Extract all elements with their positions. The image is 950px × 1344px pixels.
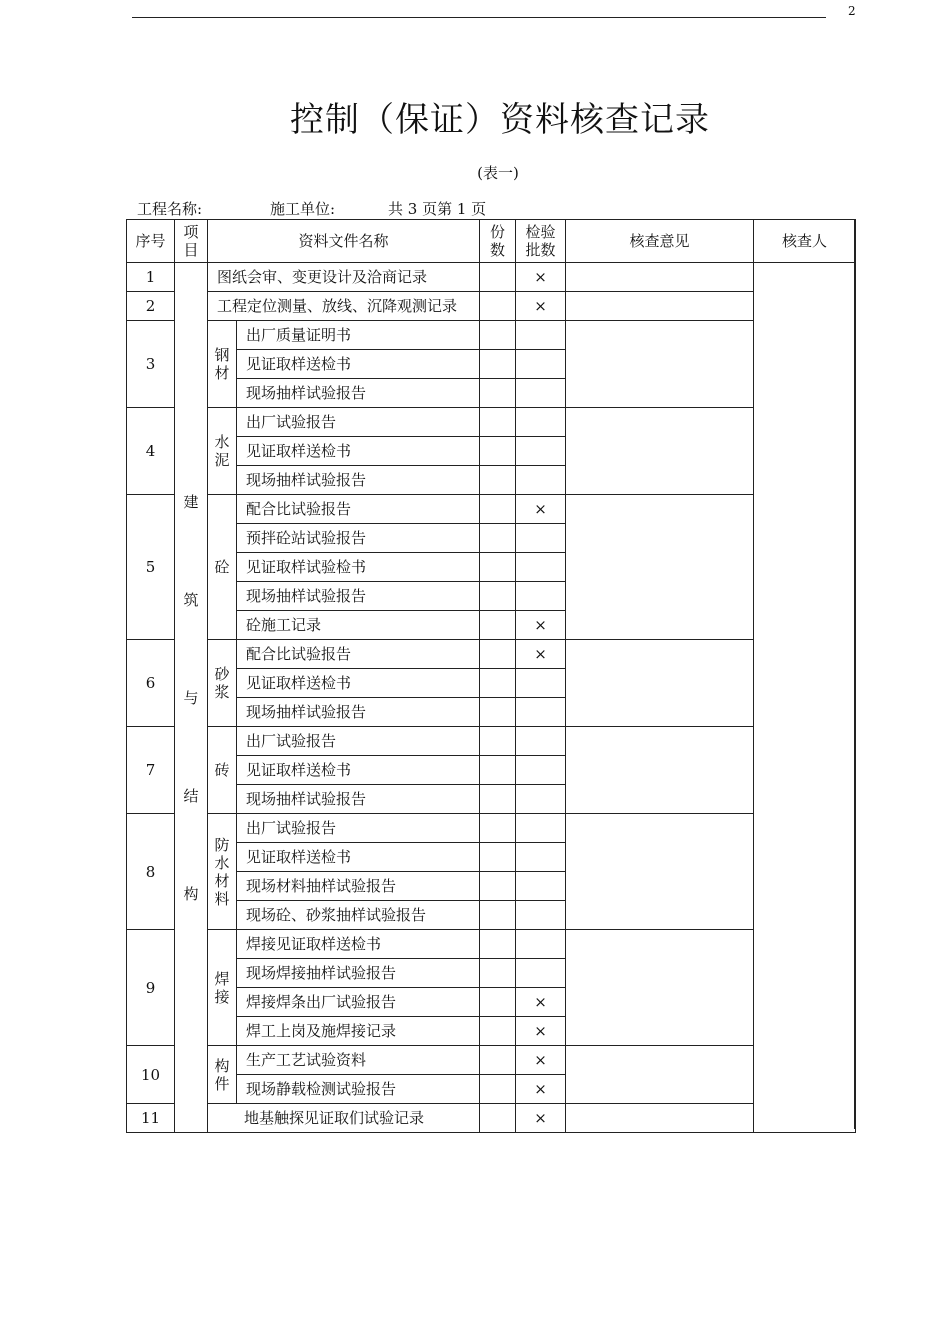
row-copies <box>480 292 516 321</box>
group-welding: 焊 接 <box>208 930 237 1046</box>
row-copies <box>480 1046 516 1075</box>
row-seq: 1 <box>127 263 175 292</box>
row-batch-mark <box>516 379 566 408</box>
row-copies <box>480 814 516 843</box>
header-seq: 序号 <box>127 220 175 263</box>
row-doc-name: 焊接见证取样送检书 <box>237 930 480 959</box>
row-copies <box>480 495 516 524</box>
row-doc-name: 见证取样送检书 <box>237 669 480 698</box>
project-name-label: 工程名称: <box>137 200 203 218</box>
row-seq: 11 <box>127 1104 175 1133</box>
group-steel: 钢 材 <box>208 321 237 408</box>
table-row <box>127 930 856 959</box>
row-copies <box>480 988 516 1017</box>
row-doc-name: 地基触探见证取们试验记录 <box>208 1104 480 1133</box>
page-info: 共 3 页第 1 页 <box>388 200 487 218</box>
row-batch-mark: × <box>516 988 566 1017</box>
row-batch-mark <box>516 582 566 611</box>
row-batch-mark <box>516 959 566 988</box>
row-doc-name: 配合比试验报告 <box>237 640 480 669</box>
row-doc-name: 砼施工记录 <box>237 611 480 640</box>
group-cement: 水 泥 <box>208 408 237 495</box>
row-doc-name: 焊工上岗及施焊接记录 <box>237 1017 480 1046</box>
row-opinion <box>566 321 754 408</box>
row-copies <box>480 350 516 379</box>
row-opinion <box>566 727 754 814</box>
checker-cell <box>754 263 856 1133</box>
group-component: 构 件 <box>208 1046 237 1104</box>
row-batch-mark <box>516 872 566 901</box>
page-number: 2 <box>848 4 856 18</box>
row-copies <box>480 524 516 553</box>
row-opinion <box>566 292 754 321</box>
row-copies <box>480 437 516 466</box>
row-batch-mark: × <box>516 640 566 669</box>
table-right-border <box>854 219 856 1129</box>
row-opinion <box>566 495 754 640</box>
row-doc-name: 图纸会审、变更设计及洽商记录 <box>208 263 480 292</box>
table-row <box>127 727 856 756</box>
row-seq: 4 <box>127 408 175 495</box>
review-table <box>126 219 856 1133</box>
row-doc-name: 生产工艺试验资料 <box>237 1046 480 1075</box>
row-batch-mark: × <box>516 263 566 292</box>
row-opinion <box>566 930 754 1046</box>
row-doc-name: 出厂试验报告 <box>237 408 480 437</box>
row-copies <box>480 1017 516 1046</box>
row-seq: 7 <box>127 727 175 814</box>
row-batch-mark <box>516 524 566 553</box>
table-row <box>127 640 856 669</box>
row-copies <box>480 1075 516 1104</box>
row-batch-mark <box>516 930 566 959</box>
group-mortar: 砂 浆 <box>208 640 237 727</box>
row-batch-mark: × <box>516 292 566 321</box>
row-doc-name: 见证取样送检书 <box>237 843 480 872</box>
row-opinion <box>566 1104 754 1133</box>
group-brick: 砖 <box>208 727 237 814</box>
row-copies <box>480 408 516 437</box>
row-batch-mark <box>516 408 566 437</box>
row-opinion <box>566 1046 754 1104</box>
top-rule <box>132 17 826 18</box>
header-checker: 核查人 <box>754 220 856 263</box>
row-doc-name: 现场焊接抽样试验报告 <box>237 959 480 988</box>
row-batch-mark: × <box>516 1017 566 1046</box>
table-row <box>127 1104 856 1133</box>
row-doc-name: 见证取样送检书 <box>237 437 480 466</box>
row-batch-mark <box>516 553 566 582</box>
row-copies <box>480 698 516 727</box>
row-seq: 10 <box>127 1046 175 1104</box>
header-copies: 份 数 <box>480 220 516 263</box>
row-batch-mark <box>516 727 566 756</box>
table-row <box>127 292 856 321</box>
header-item: 项 目 <box>175 220 208 263</box>
row-batch-mark <box>516 669 566 698</box>
row-copies <box>480 1104 516 1133</box>
row-doc-name: 配合比试验报告 <box>237 495 480 524</box>
row-seq: 5 <box>127 495 175 640</box>
header-opinion: 核查意见 <box>566 220 754 263</box>
row-copies <box>480 611 516 640</box>
row-batch-mark <box>516 814 566 843</box>
header-row <box>127 220 856 263</box>
row-copies <box>480 553 516 582</box>
row-copies <box>480 379 516 408</box>
row-batch-mark <box>516 437 566 466</box>
row-batch-mark <box>516 321 566 350</box>
header-inspection-batch: 检验 批数 <box>516 220 566 263</box>
row-batch-mark <box>516 901 566 930</box>
row-doc-name: 现场静载检测试验报告 <box>237 1075 480 1104</box>
row-seq: 8 <box>127 814 175 930</box>
row-batch-mark: × <box>516 1104 566 1133</box>
row-batch-mark: × <box>516 1046 566 1075</box>
row-opinion <box>566 814 754 930</box>
header-doc-name: 资料文件名称 <box>208 220 480 263</box>
row-batch-mark <box>516 756 566 785</box>
row-copies <box>480 756 516 785</box>
group-waterproof-material: 防 水 材 料 <box>208 814 237 930</box>
table-row <box>127 321 856 350</box>
row-copies <box>480 582 516 611</box>
row-copies <box>480 959 516 988</box>
row-batch-mark <box>516 466 566 495</box>
row-doc-name: 现场砼、砂浆抽样试验报告 <box>237 901 480 930</box>
table-row <box>127 263 856 292</box>
row-batch-mark: × <box>516 611 566 640</box>
row-doc-name: 现场材料抽样试验报告 <box>237 872 480 901</box>
row-opinion <box>566 263 754 292</box>
row-batch-mark <box>516 698 566 727</box>
row-doc-name: 出厂试验报告 <box>237 727 480 756</box>
row-opinion <box>566 640 754 727</box>
table-row <box>127 814 856 843</box>
row-doc-name: 预拌砼站试验报告 <box>237 524 480 553</box>
form-meta <box>137 198 486 219</box>
row-doc-name: 焊接焊条出厂试验报告 <box>237 988 480 1017</box>
row-seq: 6 <box>127 640 175 727</box>
row-opinion <box>566 408 754 495</box>
row-copies <box>480 872 516 901</box>
row-batch-mark: × <box>516 1075 566 1104</box>
row-seq: 9 <box>127 930 175 1046</box>
row-copies <box>480 843 516 872</box>
construction-unit-label: 施工单位: <box>270 200 336 218</box>
row-copies <box>480 901 516 930</box>
row-doc-name: 出厂试验报告 <box>237 814 480 843</box>
row-doc-name: 现场抽样试验报告 <box>237 466 480 495</box>
row-doc-name: 工程定位测量、放线、沉降观测记录 <box>208 292 480 321</box>
row-doc-name: 现场抽样试验报告 <box>237 379 480 408</box>
row-copies <box>480 727 516 756</box>
row-seq: 2 <box>127 292 175 321</box>
row-batch-mark <box>516 785 566 814</box>
row-doc-name: 现场抽样试验报告 <box>237 582 480 611</box>
table-subtitle: (表一) <box>477 164 519 182</box>
row-batch-mark <box>516 350 566 379</box>
row-copies <box>480 669 516 698</box>
row-copies <box>480 321 516 350</box>
table-row <box>127 408 856 437</box>
row-batch-mark <box>516 843 566 872</box>
group-concrete: 砼 <box>208 495 237 640</box>
row-doc-name: 见证取样试验检书 <box>237 553 480 582</box>
row-seq: 3 <box>127 321 175 408</box>
row-copies <box>480 263 516 292</box>
row-copies <box>480 930 516 959</box>
row-copies <box>480 640 516 669</box>
row-copies <box>480 785 516 814</box>
page-title: 控制（保证）资料核查记录 <box>290 100 710 140</box>
row-doc-name: 见证取样送检书 <box>237 350 480 379</box>
row-doc-name: 现场抽样试验报告 <box>237 785 480 814</box>
row-copies <box>480 466 516 495</box>
table-row <box>127 495 856 524</box>
row-doc-name: 出厂质量证明书 <box>237 321 480 350</box>
row-doc-name: 现场抽样试验报告 <box>237 698 480 727</box>
row-batch-mark: × <box>516 495 566 524</box>
category-building-structure: 建 筑 与 结 构 <box>175 263 208 1133</box>
table-row <box>127 1046 856 1075</box>
row-doc-name: 见证取样送检书 <box>237 756 480 785</box>
